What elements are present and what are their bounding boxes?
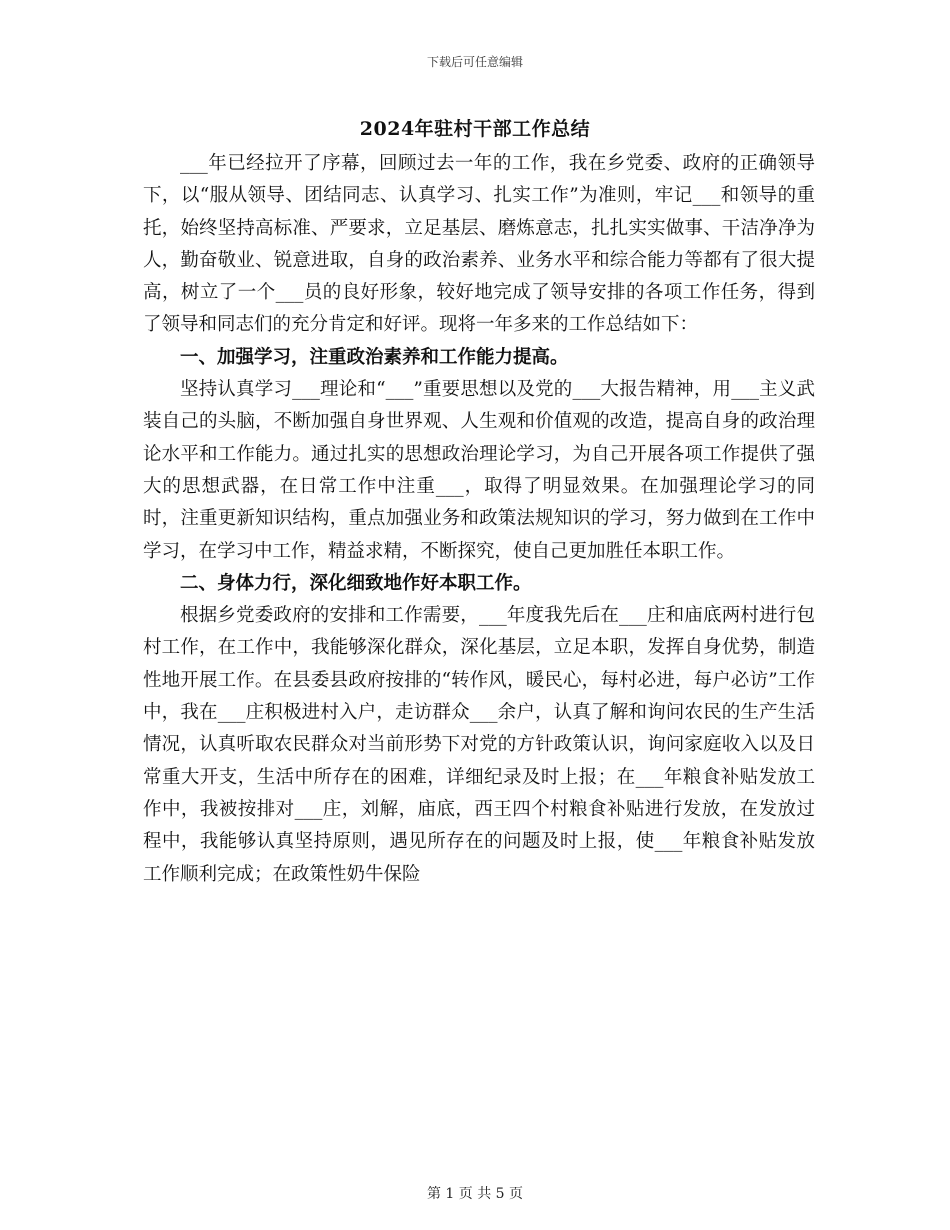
section-paragraph-2: 根据乡党委政府的安排和工作需要，___年度我先后在___庄和庙底两村进行包村工作，在工作中，我能够深化群众，深化基层，立足本职，发挥自身优势，制造性地开展工作。在县委县政府按排的“转作风，暖民心，每村必进，每户必访”工作中，我在___庄积极进村入户，走访群众___余户，认真了解和询问农民的生产生活情况，认真听取农民群众对当前形势下对党的方针政策认识，询问家庭收入以及日常重大开支，生活中所存在的困难，详细纪录及时上报；在___年粮食补贴发放工作中，我被按排对___庄，刘解，庙底，西王四个村粮食补贴进行发放，在发放过程中，我能够认真坚持原则，遇见所存在的问题及时上报，使___年粮食补贴发放工作顺利完成；在政策性奶牛保险 — [143, 605, 815, 885]
section-paragraph-1: 坚持认真学习___理论和“___”重要思想以及党的___大报告精神，用___主义武装自己的头脑，不断加强自身世界观、人生观和价值观的改造，提高自身的政治理论水平和工作能力。通过扎实的思想政治理论学习，为自己开展各项工作提供了强大的思想武器，在日常工作中注重___，取得了明显效果。在加强理论学习的同时，注重更新知识结构，重点加强业务和政策法规知识的学习，努力做到在工作中学习，在学习中工作，精益求精，不断探究，使自己更加胜任本职工作。 — [143, 379, 815, 562]
intro-paragraph: ___年已经拉开了序幕，回顾过去一年的工作，我在乡党委、政府的正确领导下，以“服从领导、团结同志、认真学习、扎实工作”为准则，牢记___和领导的重托，始终坚持高标准、严要求，立足基层、磨炼意志，扎扎实实做事、干洁净净为人，勤奋敬业、锐意进取，自身的政治素养、业务水平和综合能力等都有了很大提高，树立了一个___员的良好形象，较好地完成了领导安排的各项工作任务，得到了领导和同志们的充分肯定和好评。现将一年多来的工作总结如下： — [143, 153, 815, 336]
section-heading-2: 二、身体力行，深化细致地作好本职工作。 — [180, 572, 532, 594]
page-number-footer: 第 1 页 共 5 页 — [426, 1186, 524, 1202]
section-heading-1: 一、加强学习，注重政治素养和工作能力提高。 — [180, 346, 569, 368]
header-note: 下载后可任意编辑 — [426, 55, 523, 69]
document-body — [143, 148, 815, 891]
document-title: 2024年驻村干部工作总结 — [359, 118, 591, 140]
